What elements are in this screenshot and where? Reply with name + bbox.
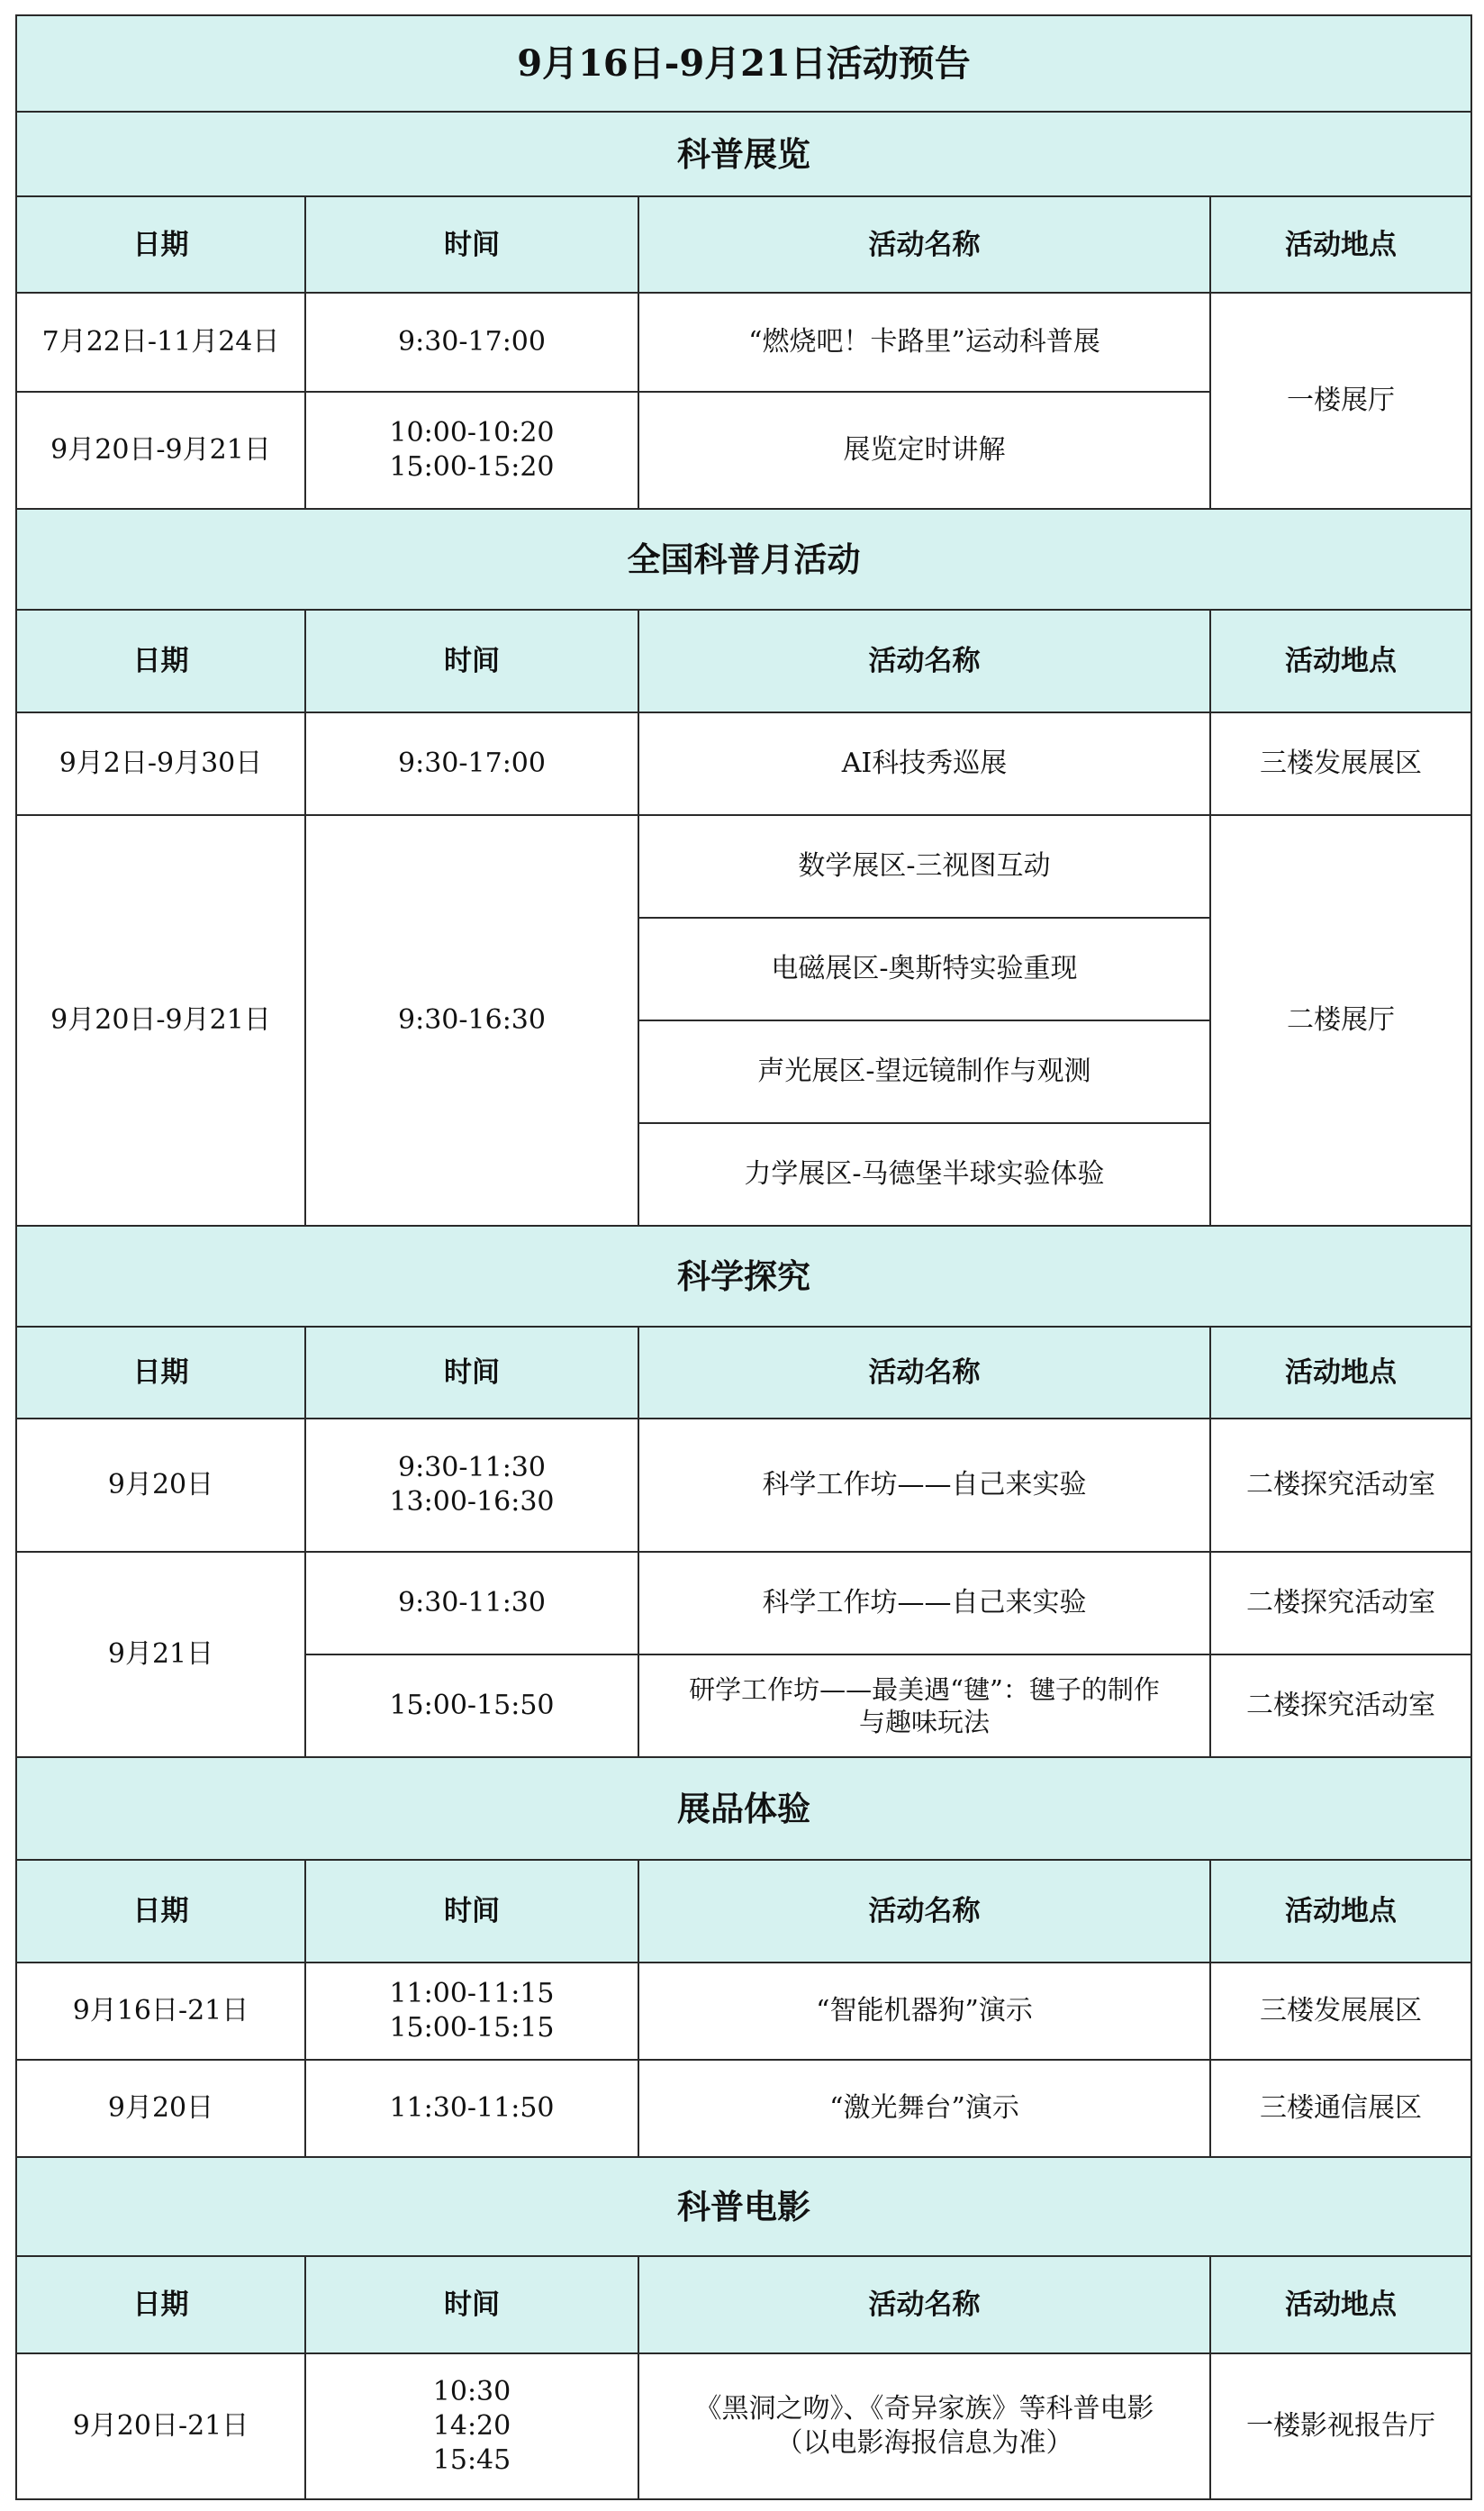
table-row bbox=[16, 2353, 1471, 2499]
table-row bbox=[16, 815, 1471, 918]
activity-cell: “燃烧吧！卡路里”运动科普展 bbox=[638, 293, 1210, 392]
schedule-sheet bbox=[15, 14, 1470, 2500]
section-title: 展品体验 bbox=[16, 1757, 1471, 1860]
column-header-date: 日期 bbox=[16, 1327, 305, 1419]
date-cell: 9月20日-9月21日 bbox=[16, 815, 305, 1226]
table-row bbox=[16, 1963, 1471, 2060]
time-cell: 9:30-17:00 bbox=[305, 293, 638, 392]
date-cell: 9月16日-21日 bbox=[16, 1963, 305, 2060]
column-header-place: 活动地点 bbox=[1210, 196, 1471, 293]
schedule-table bbox=[15, 14, 1472, 2500]
time-cell: 9:30-16:30 bbox=[305, 815, 638, 1226]
date-cell: 9月20日-21日 bbox=[16, 2353, 305, 2499]
place-cell: 一楼展厅 bbox=[1210, 293, 1471, 509]
column-header-time: 时间 bbox=[305, 610, 638, 712]
time-cell: 10:00-10:20 15:00-15:20 bbox=[305, 392, 638, 509]
activity-cell: 力学展区-马德堡半球实验体验 bbox=[638, 1123, 1210, 1226]
place-cell: 三楼通信展区 bbox=[1210, 2060, 1471, 2157]
time-cell: 10:30 14:20 15:45 bbox=[305, 2353, 638, 2499]
table-row bbox=[16, 1419, 1471, 1552]
time-cell: 11:00-11:15 15:00-15:15 bbox=[305, 1963, 638, 2060]
column-header-time: 时间 bbox=[305, 1860, 638, 1963]
activity-cell: 科学工作坊——自己来实验 bbox=[638, 1419, 1210, 1552]
place-cell: 二楼探究活动室 bbox=[1210, 1419, 1471, 1552]
activity-cell: 声光展区-望远镜制作与观测 bbox=[638, 1020, 1210, 1123]
column-header-time: 时间 bbox=[305, 2256, 638, 2353]
column-header-name: 活动名称 bbox=[638, 2256, 1210, 2353]
date-cell: 9月20日-9月21日 bbox=[16, 392, 305, 509]
activity-cell: 研学工作坊——最美遇“毽”：毽子的制作 与趣味玩法 bbox=[638, 1654, 1210, 1757]
column-header-date: 日期 bbox=[16, 2256, 305, 2353]
column-header-name: 活动名称 bbox=[638, 610, 1210, 712]
column-header-time: 时间 bbox=[305, 1327, 638, 1419]
table-row bbox=[16, 2060, 1471, 2157]
column-header-name: 活动名称 bbox=[638, 1327, 1210, 1419]
activity-cell: “智能机器狗”演示 bbox=[638, 1963, 1210, 2060]
activity-cell: 电磁展区-奥斯特实验重现 bbox=[638, 918, 1210, 1020]
column-header-time: 时间 bbox=[305, 196, 638, 293]
activity-cell: “激光舞台”演示 bbox=[638, 2060, 1210, 2157]
time-cell: 9:30-11:30 13:00-16:30 bbox=[305, 1419, 638, 1552]
page-title: 9月16日-9月21日活动预告 bbox=[16, 15, 1471, 112]
column-header-place: 活动地点 bbox=[1210, 1327, 1471, 1419]
activity-cell: 科学工作坊——自己来实验 bbox=[638, 1552, 1210, 1654]
date-cell: 9月2日-9月30日 bbox=[16, 712, 305, 815]
column-header-date: 日期 bbox=[16, 1860, 305, 1963]
place-cell: 一楼影视报告厅 bbox=[1210, 2353, 1471, 2499]
column-header-place: 活动地点 bbox=[1210, 2256, 1471, 2353]
section-title: 科普电影 bbox=[16, 2157, 1471, 2256]
date-cell: 9月21日 bbox=[16, 1552, 305, 1757]
section-title: 科学探究 bbox=[16, 1226, 1471, 1327]
activity-cell: 展览定时讲解 bbox=[638, 392, 1210, 509]
place-cell: 三楼发展展区 bbox=[1210, 712, 1471, 815]
date-cell: 9月20日 bbox=[16, 1419, 305, 1552]
date-cell: 9月20日 bbox=[16, 2060, 305, 2157]
time-cell: 11:30-11:50 bbox=[305, 2060, 638, 2157]
column-header-date: 日期 bbox=[16, 196, 305, 293]
place-cell: 二楼展厅 bbox=[1210, 815, 1471, 1226]
column-header-name: 活动名称 bbox=[638, 1860, 1210, 1963]
column-header-date: 日期 bbox=[16, 610, 305, 712]
place-cell: 三楼发展展区 bbox=[1210, 1963, 1471, 2060]
table-row bbox=[16, 1552, 1471, 1654]
activity-cell: 《黑洞之吻》、《奇异家族》等科普电影 （以电影海报信息为准） bbox=[638, 2353, 1210, 2499]
date-cell: 7月22日-11月24日 bbox=[16, 293, 305, 392]
column-header-name: 活动名称 bbox=[638, 196, 1210, 293]
activity-cell: AI科技秀巡展 bbox=[638, 712, 1210, 815]
table-row bbox=[16, 293, 1471, 392]
activity-cell: 数学展区-三视图互动 bbox=[638, 815, 1210, 918]
place-cell: 二楼探究活动室 bbox=[1210, 1552, 1471, 1654]
column-header-place: 活动地点 bbox=[1210, 1860, 1471, 1963]
section-title: 科普展览 bbox=[16, 112, 1471, 196]
time-cell: 9:30-17:00 bbox=[305, 712, 638, 815]
time-cell: 9:30-11:30 bbox=[305, 1552, 638, 1654]
table-row bbox=[16, 712, 1471, 815]
column-header-place: 活动地点 bbox=[1210, 610, 1471, 712]
section-title: 全国科普月活动 bbox=[16, 509, 1471, 610]
place-cell: 二楼探究活动室 bbox=[1210, 1654, 1471, 1757]
time-cell: 15:00-15:50 bbox=[305, 1654, 638, 1757]
